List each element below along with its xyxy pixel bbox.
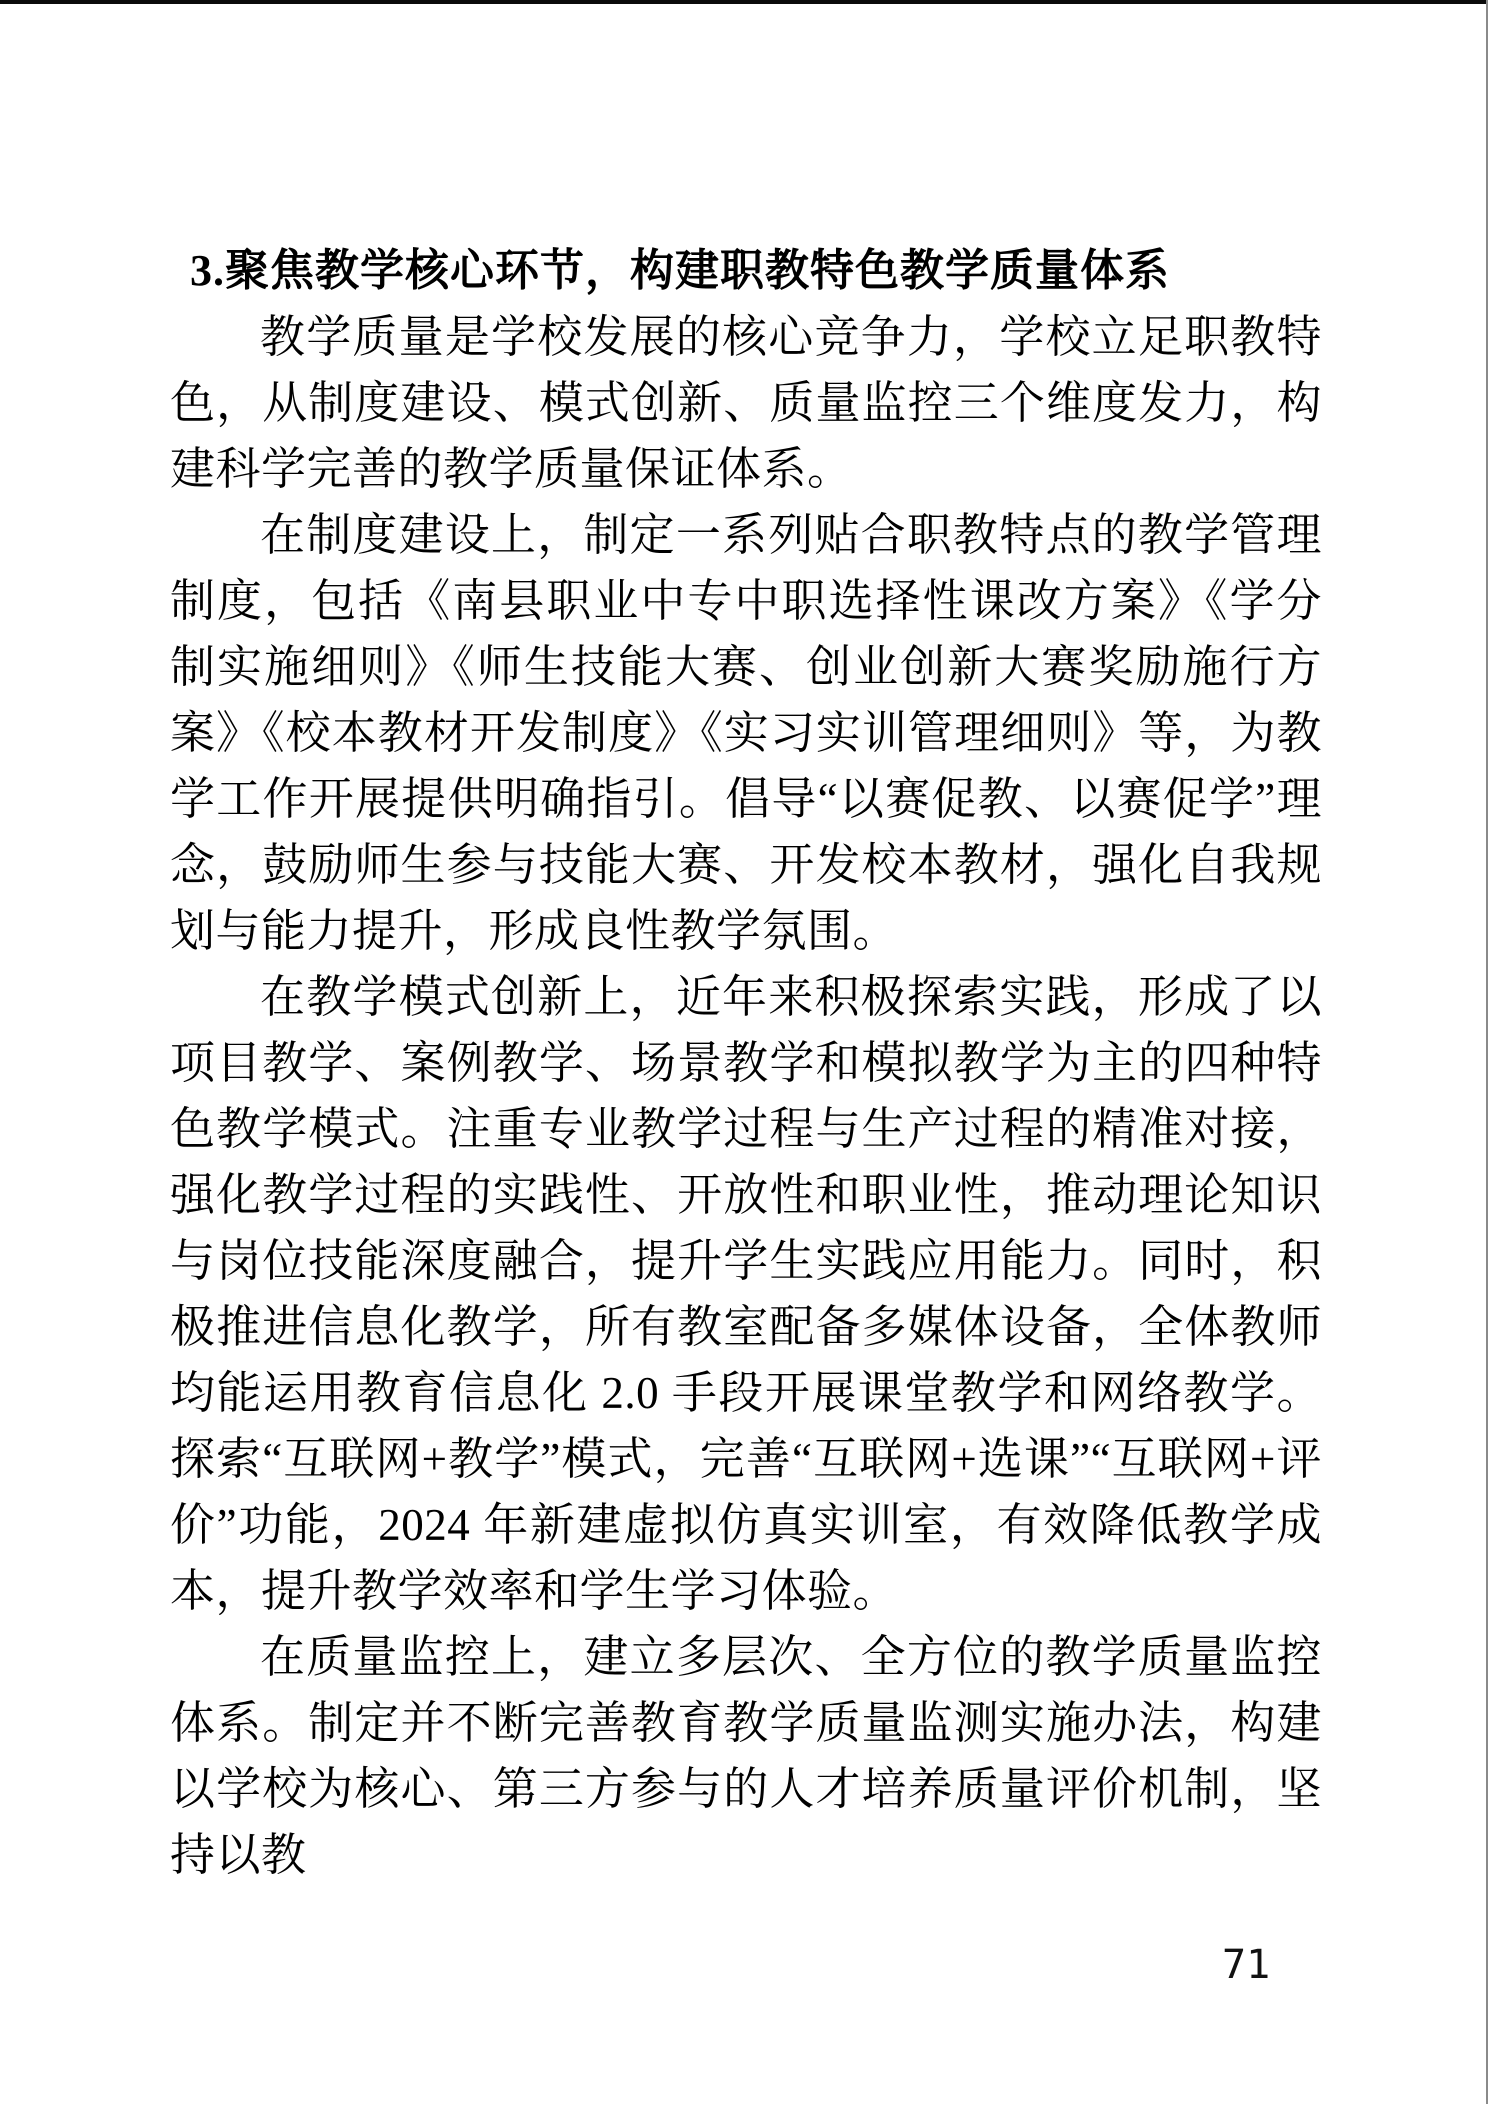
paragraph-4: 在质量监控上，建立多层次、全方位的教学质量监控体系。制定并不断完善教育教学质量监测实施办法，构建以学校为核心、第三方参与的人才培养质量评价机制，坚持以教 <box>170 1632 1322 1880</box>
page-footer <box>1222 1942 1270 1988</box>
document-body <box>170 238 1322 1888</box>
paragraph-1: 教学质量是学校发展的核心竞争力，学校立足职教特色，从制度建设、模式创新、质量监控三个维度发力，构建科学完善的教学质量保证体系。 <box>170 312 1322 494</box>
paragraph-3: 在教学模式创新上，近年来积极探索实践，形成了以项目教学、案例教学、场景教学和模拟教学为主的四种特色教学模式。注重专业教学过程与生产过程的精准对接，强化教学过程的实践性、开放性和职业性，推动理论知识与岗位技能深度融合，提升学生实践应用能力。同时，积极推进信息化教学，所有教室配备多媒体设备，全体教师均能运用教育信息化 2.0 手段开展课堂教学和网络教学。探索“互联网+教学”模式，完善“互联网+选课”“互联网+评价”功能，2024 年新建虚拟仿真实训室，有效降低教学成本，提升教学效率和学生学习体验。 <box>170 972 1322 1616</box>
section-heading: 3.聚焦教学核心环节，构建职教特色教学质量体系 <box>190 246 1170 295</box>
page-top-border <box>0 0 1488 4</box>
page-number: 71 <box>1222 1942 1271 1988</box>
paragraph-2: 在制度建设上，制定一系列贴合职教特点的教学管理制度，包括《南县职业中专中职选择性课改方案》《学分制实施细则》《师生技能大赛、创业创新大赛奖励施行方案》《校本教材开发制度》《实习实训管理细则》等，为教学工作开展提供明确指引。倡导“以赛促教、以赛促学”理念，鼓励师生参与技能大赛、开发校本教材，强化自我规划与能力提升，形成良性教学氛围。 <box>170 510 1322 956</box>
